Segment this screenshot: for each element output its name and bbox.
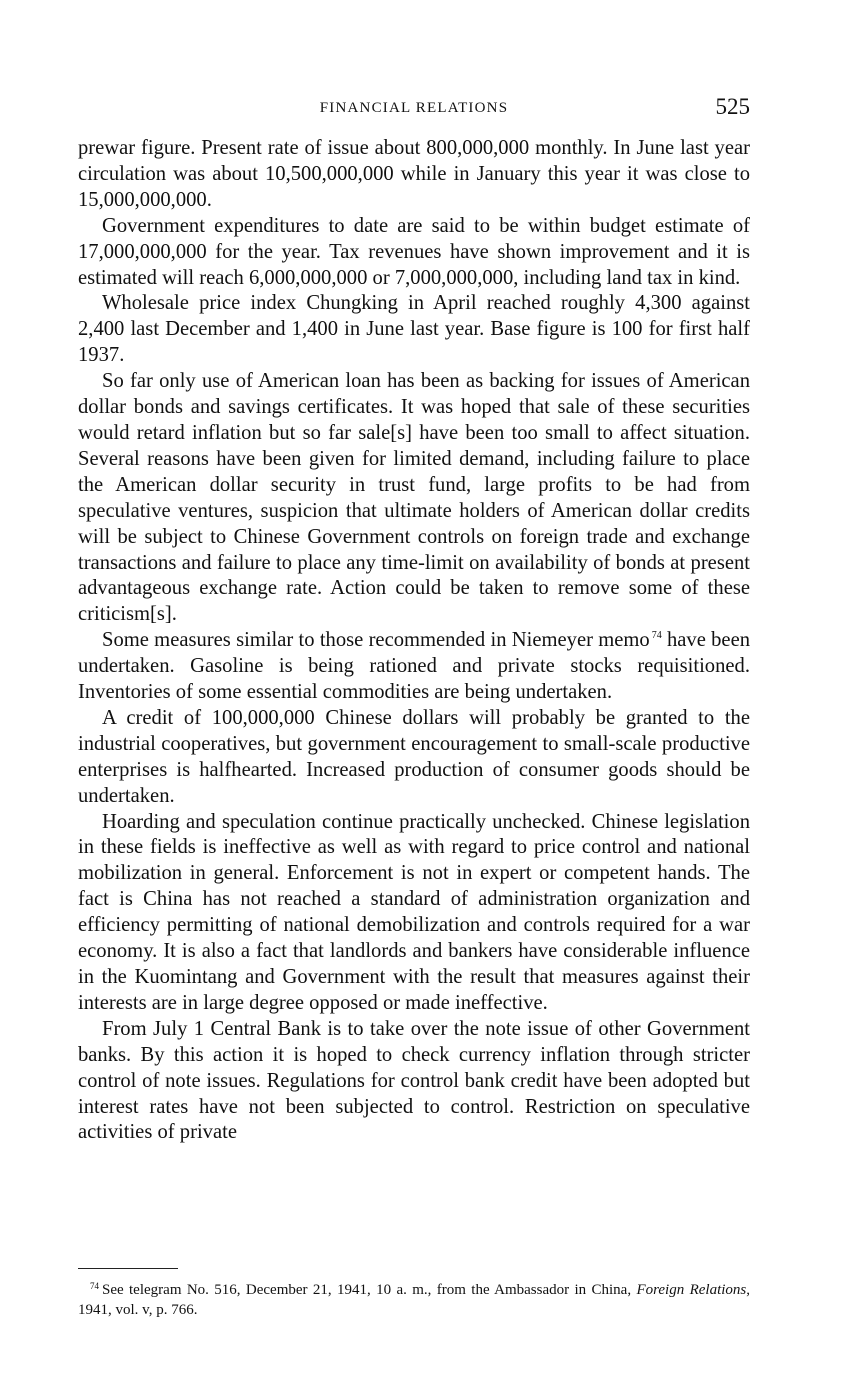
running-title: FINANCIAL RELATIONS: [319, 100, 509, 116]
footnote-source-title: Foreign Relations: [636, 1282, 747, 1298]
paragraph: Wholesale price index Chungking in April reached roughly 4,300 against 2,400 last December and 1,400 in June last year. Base figure is 100 for first half 1937.: [78, 292, 750, 367]
paragraph-text: Some measures similar to those recommended in Niemeyer memo: [102, 629, 650, 652]
footnote: [78, 1280, 750, 1320]
paragraph: A credit of 100,000,000 Chinese dollars will probably be granted to the industrial cooperatives, but government encouragement to small-scale productive enterprises is halfhearted. Increased production of consumer goods should be undertaken.: [78, 706, 750, 807]
page-number: 525: [715, 94, 750, 119]
paragraph: prewar figure. Present rate of issue about 800,000,000 monthly. In June last year circulation was about 10,500,000,000 while in January this year it was close to 15,000,000,000.: [78, 137, 750, 211]
footnote-marker: 74: [90, 1281, 99, 1291]
page-header: [78, 94, 750, 126]
paragraph: Hoarding and speculation continue practically unchecked. Chinese legislation in these fields is ineffective as well as with regard to price control and national mobilization in general. Enforcement is not in expert or competent hands. The fact is China has not reached a standard of administration organization and efficiency permitting of national demobilization and controls required for a war economy. It is also a fact that landlords and bankers have considerable influence in the Kuomintang and Government with the result that measures against their interests are in large degree opposed or made ineffective.: [78, 810, 750, 1014]
body-text: [78, 136, 750, 1146]
paragraph: So far only use of American loan has been as backing for issues of American dollar bonds and savings certificates. It was hoped that sale of these securities would retard inflation but so far sale[s] have been too small to affect situation. Several reasons have been given for limited demand, including failure to place the American dollar security in trust fund, large profits to be had from speculative ventures, suspicion that ultimate holders of American dollar credits will be subject to Chinese Government controls on foreign trade and exchange transactions and failure to place any time-limit on availability of bonds at present advantageous exchange rate. Action could be taken to remove some of these criticism[s].: [78, 370, 750, 626]
paragraph-text: have been undertaken. Gasoline is being rationed and private stocks requisitioned. Inventories of some essential commodities are being undertaken.: [78, 629, 751, 704]
paragraph: From July 1 Central Bank is to take over the note issue of other Government banks. By this action it is hoped to check currency inflation through stricter control of note issues. Regulations for control bank credit have been adopted but interest rates have not been subjected to control. Restriction on speculative activities of private: [78, 1017, 750, 1144]
footnote-divider: [78, 1268, 178, 1269]
document-page: [78, 94, 751, 1318]
paragraph: Government expenditures to date are said to be within budget estimate of 17,000,000,000 for the year. Tax revenues have shown improvement and it is estimated will reach 6,000,000,000 or 7,000,000,000, including land tax in kind.: [78, 214, 750, 289]
paragraph-with-footnote-ref: [78, 628, 750, 706]
footnote-text: See telegram No. 516, December 21, 1941, 10 a. m., from the Ambassador in China,: [102, 1282, 637, 1298]
footnote-reference[interactable]: 74: [651, 630, 662, 642]
footnote-text: , 1941, vol. v, p. 766.: [78, 1282, 750, 1318]
